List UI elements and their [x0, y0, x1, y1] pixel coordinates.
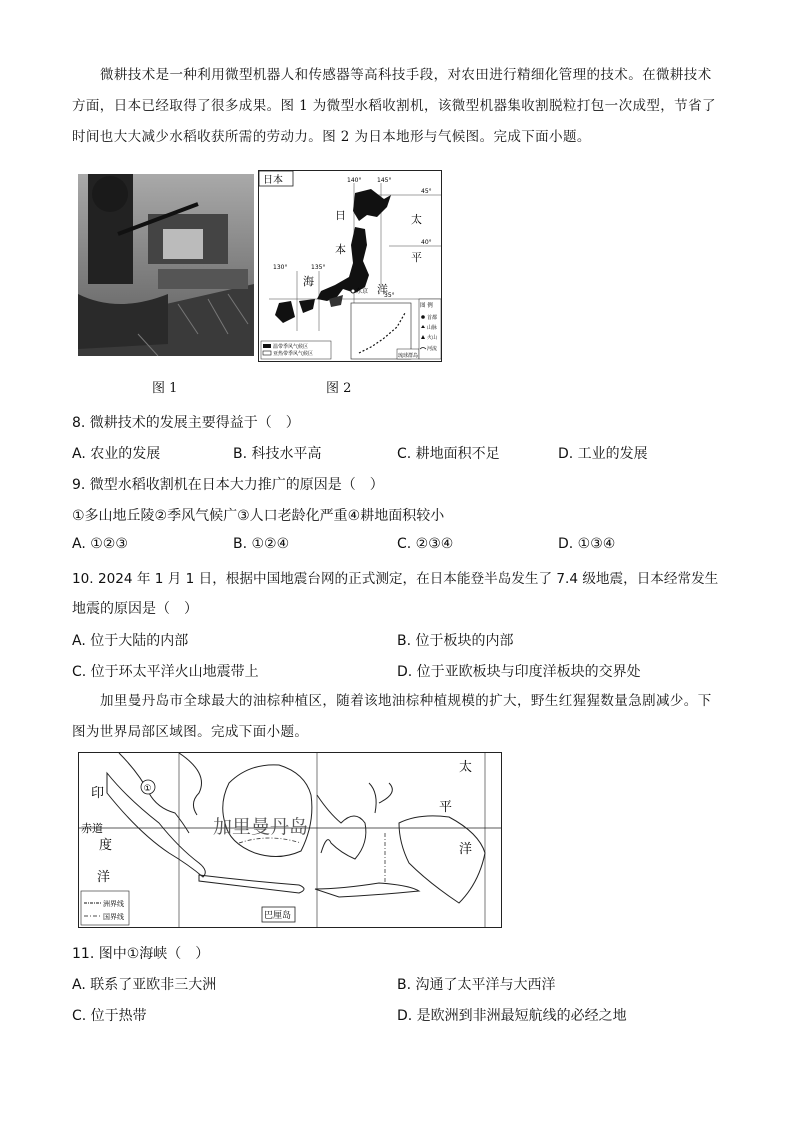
q8-option-b[interactable]: B. 科技水平高 — [233, 446, 322, 462]
q11-option-b[interactable]: B. 沟通了太平洋与大西洋 — [397, 977, 556, 993]
capital-label: 东京 — [356, 288, 369, 295]
legend-mountain: 山脉 — [427, 325, 438, 331]
indian-ocean-yin: 印 — [91, 786, 105, 801]
japan-map-title: 日本 — [263, 175, 283, 186]
q10-stem-line-2: 地震的原因是（ ） — [72, 601, 198, 617]
lon-130: 130° — [273, 264, 288, 271]
ocean-yang: 洋 — [377, 283, 388, 296]
figure-2-caption: 图 2 — [326, 381, 352, 396]
q8-option-c[interactable]: C. 耕地面积不足 — [397, 446, 500, 462]
pacific-tai: 太 — [459, 760, 473, 775]
indian-ocean-du: 度 — [99, 838, 113, 853]
kalimantan-label: 加里曼丹岛 — [213, 816, 309, 838]
ocean-ping: 平 — [411, 251, 422, 264]
q9-option-d[interactable]: D. ①③④ — [558, 536, 616, 552]
q9-statements: ①多山地丘陵②季风气候广③人口老龄化严重④耕地面积较小 — [72, 508, 445, 524]
intro-passage-1: 微耕技术是一种利用微型机器人和传感器等高科技手段，对农田进行精细化管理的技术。在微耕技术方面，日本已经取得了很多成果。图 1 为微型水稻收割机，该微型机器集收割脱粒打包一次成型，节省了时间也大大减少水稻收获所需的劳动力。图 2 为日本地形与气候图。完成下面小题。 — [72, 67, 716, 145]
lat-40: 40° — [421, 239, 432, 246]
q8-option-d[interactable]: D. 工业的发展 — [558, 446, 648, 462]
pacific-yang: 洋 — [459, 842, 473, 857]
inset-label: 琉球群岛 — [398, 353, 419, 359]
q9-option-a[interactable]: A. ①②③ — [72, 536, 128, 552]
lon-135: 135° — [311, 264, 326, 271]
lat-45: 45° — [421, 188, 432, 195]
sea-ri: 日 — [335, 209, 346, 222]
q8-option-a[interactable]: A. 农业的发展 — [72, 446, 161, 462]
intro-passage-2: 加里曼丹岛市全球最大的油棕种植区，随着该地油棕种植规模的扩大，野生红猩猩数量急剧减少。下图为世界局部区域图。完成下面小题。 — [72, 693, 712, 740]
figure-1-caption: 图 1 — [152, 381, 178, 396]
ocean-tai: 太 — [411, 213, 422, 226]
figure-2-japan-map — [258, 170, 442, 362]
legend-continent-line: 洲界线 — [103, 900, 124, 908]
climate-legend-2: 亚热带季风气候区 — [273, 351, 314, 357]
legend-title: 图 例 — [420, 303, 433, 309]
indian-ocean-yang: 洋 — [97, 870, 111, 885]
legend-capital: 首都 — [427, 315, 438, 321]
q10-option-d[interactable]: D. 位于亚欧板块与印度洋板块的交界处 — [397, 664, 641, 680]
q10-stem-line-1: 10. 2024 年 1 月 1 日，根据中国地震台网的正式测定，在日本能登半岛发生了 7.4 级地震，日本经常发生 — [72, 571, 719, 587]
q11-option-d[interactable]: D. 是欧洲到非洲最短航线的必经之地 — [397, 1008, 627, 1024]
strait-marker: ① — [143, 784, 152, 794]
q9-option-c[interactable]: C. ②③④ — [397, 536, 454, 552]
legend-volcano: 火山 — [427, 335, 438, 341]
legend-border-line: 国界线 — [103, 913, 124, 921]
climate-legend-1: 温带季风气候区 — [273, 344, 309, 350]
lat-35: 35° — [384, 292, 395, 299]
lon-145: 145° — [377, 177, 392, 184]
q10-option-b[interactable]: B. 位于板块的内部 — [397, 633, 514, 649]
q9-option-b[interactable]: B. ①②④ — [233, 536, 290, 552]
q10-option-a[interactable]: A. 位于大陆的内部 — [72, 633, 189, 649]
q11-stem: 11. 图中①海峡（ ） — [72, 946, 210, 962]
figure-southeast-asia-map — [78, 752, 502, 928]
bali-label: 巴厘岛 — [264, 911, 292, 921]
lon-140: 140° — [347, 177, 362, 184]
q8-stem: 8. 微耕技术的发展主要得益于（ ） — [72, 415, 300, 431]
legend-river: 河流 — [427, 346, 438, 352]
q9-stem: 9. 微型水稻收割机在日本大力推广的原因是（ ） — [72, 477, 384, 493]
pacific-ping: 平 — [439, 800, 453, 815]
q11-option-a[interactable]: A. 联系了亚欧非三大洲 — [72, 977, 217, 993]
sea-ben: 本 — [335, 243, 346, 256]
q11-option-c[interactable]: C. 位于热带 — [72, 1008, 147, 1024]
sea-hai: 海 — [303, 275, 314, 288]
figure-1-harvester-photo — [78, 174, 254, 356]
q10-option-c[interactable]: C. 位于环太平洋火山地震带上 — [72, 664, 259, 680]
equator-label: 赤道 — [81, 822, 103, 835]
